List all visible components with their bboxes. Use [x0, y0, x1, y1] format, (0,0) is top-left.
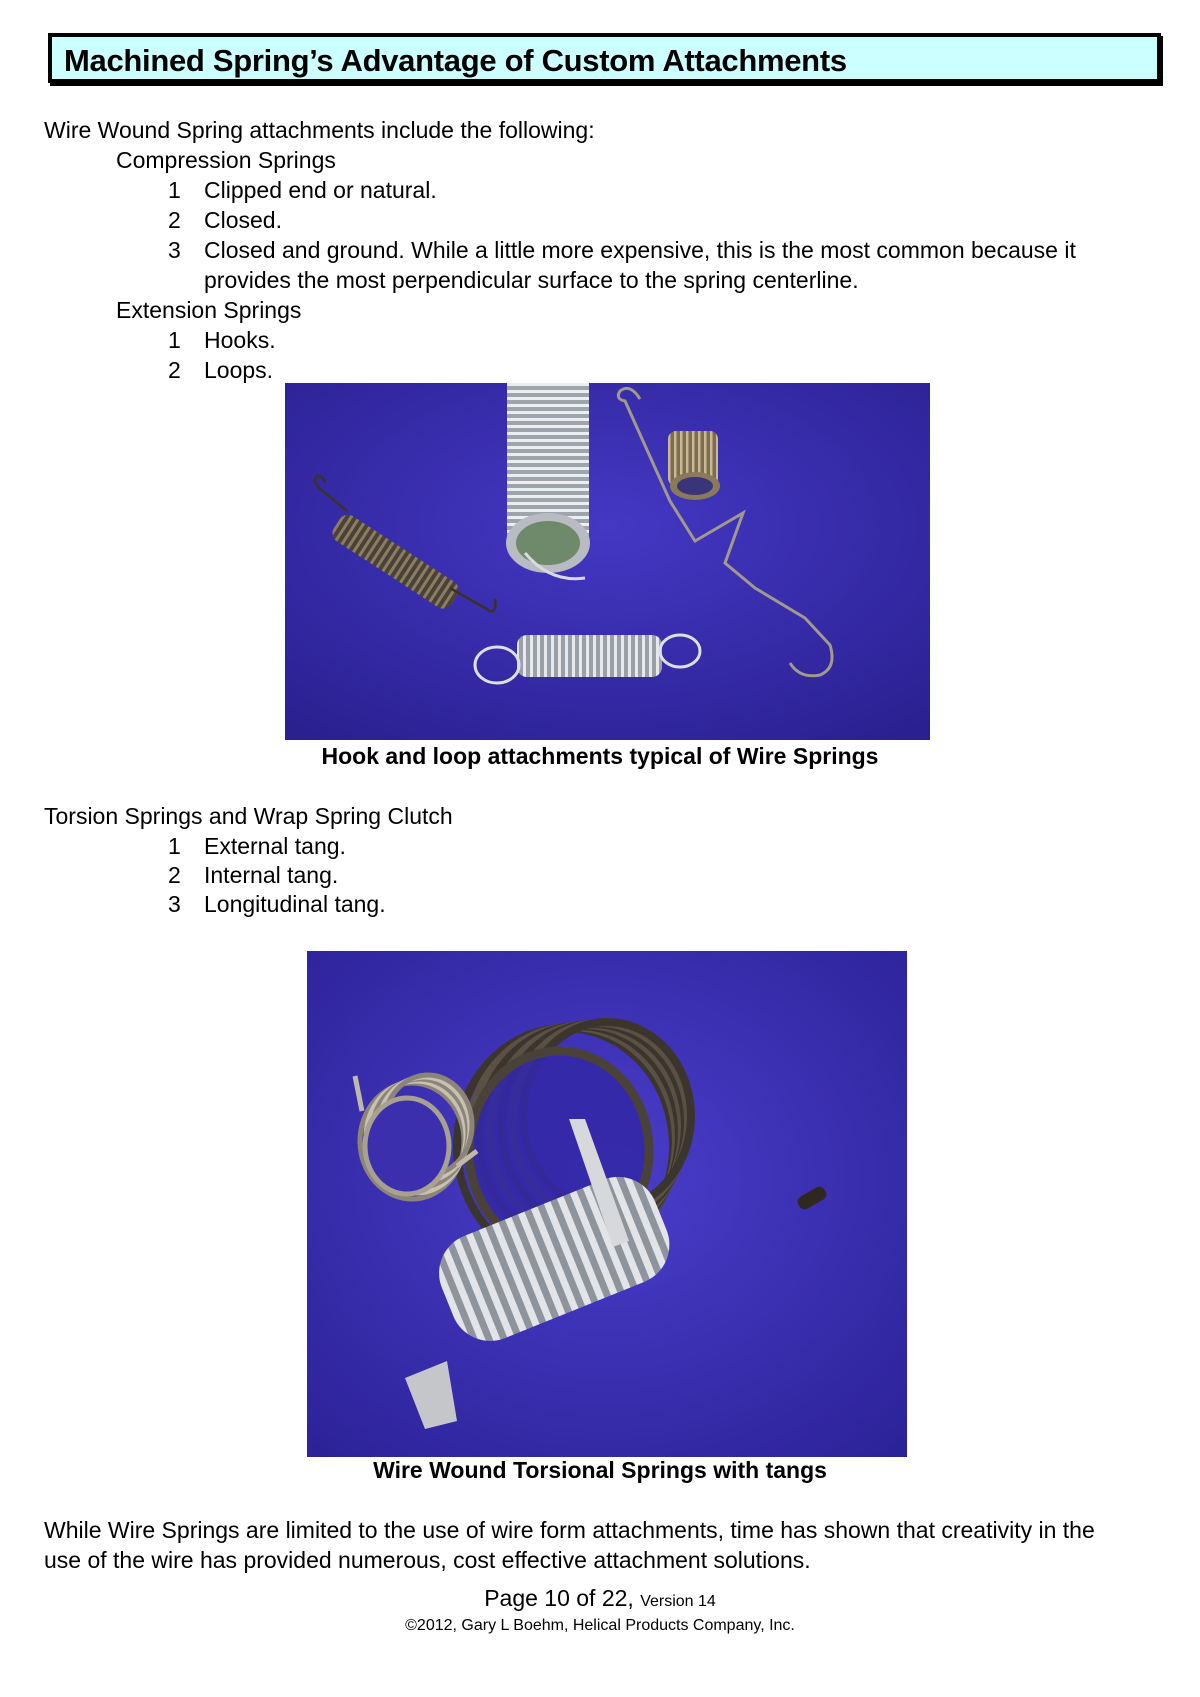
- page-number: [0, 1585, 1200, 1612]
- hook-loop-springs-photo: [285, 383, 930, 740]
- compression-heading: Compression Springs: [116, 147, 336, 173]
- list-item: Closed and ground. While a little more expensive, this is the most common because it: [204, 237, 1076, 263]
- list-number: 1: [168, 833, 181, 859]
- torsion-springs-photo: [307, 951, 907, 1457]
- list-item: Loops.: [204, 357, 274, 383]
- copyright: ©2012, Gary L Boehm, Helical Products Company, Inc.: [405, 1617, 795, 1634]
- figure2-caption: Wire Wound Torsional Springs with tangs: [373, 1457, 827, 1483]
- figure1-caption: Hook and loop attachments typical of Wire Springs: [321, 743, 879, 769]
- list-item: Closed.: [204, 207, 282, 233]
- list-item: Clipped end or natural.: [204, 177, 437, 203]
- version-label: Version 14: [640, 1593, 716, 1610]
- torsion-heading: Torsion Springs and Wrap Spring Clutch: [44, 803, 453, 829]
- page-label: Page 10 of 22,: [484, 1585, 634, 1611]
- list-number: 3: [168, 237, 181, 263]
- list-number: 1: [168, 327, 181, 353]
- list-item: Internal tang.: [204, 862, 339, 888]
- list-item-continuation: provides the most perpendicular surface to the spring centerline.: [204, 267, 859, 293]
- list-number: 2: [168, 862, 181, 888]
- list-item: Longitudinal tang.: [204, 891, 386, 917]
- intro-text: Wire Wound Spring attachments include the following:: [44, 117, 595, 143]
- page-title: Machined Spring’s Advantage of Custom Attachments: [64, 43, 847, 78]
- list-item: External tang.: [204, 833, 346, 859]
- closing-paragraph-line2: use of the wire has provided numerous, cost effective attachment solutions.: [44, 1547, 811, 1573]
- extension-heading: Extension Springs: [116, 297, 302, 323]
- list-number: 1: [168, 177, 181, 203]
- list-number: 3: [168, 891, 181, 917]
- page-title-box: [48, 33, 1161, 83]
- closing-paragraph-line1: While Wire Springs are limited to the use of wire form attachments, time has shown that creativity in the: [44, 1517, 1095, 1543]
- list-item: Hooks.: [204, 327, 276, 353]
- list-number: 2: [168, 207, 181, 233]
- list-number: 2: [168, 357, 181, 383]
